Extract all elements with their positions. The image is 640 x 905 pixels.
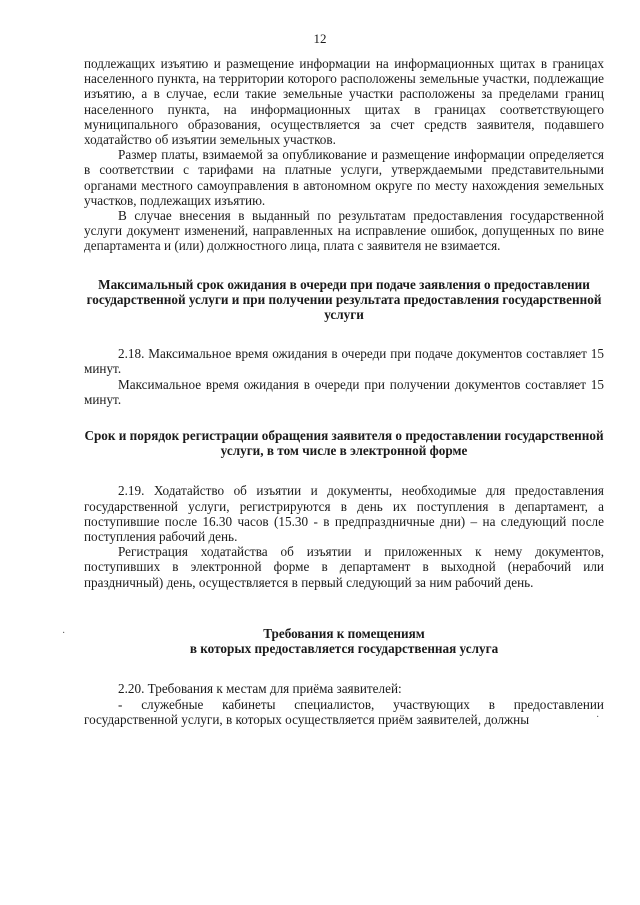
- page-content: [84, 56, 604, 727]
- paragraph-2-19-electronic: Регистрация ходатайства об изъятии и приложенных к нему документов, поступивших в электронной форме в департамент в выходной (нерабочий или праздничный) день, осуществляется в первый следующий за ним рабочий день.: [84, 544, 604, 590]
- paragraph-corrections: В случае внесения в выданный по результатам предоставления государственной услуги документ изменений, направленных на исправление ошибок, допущенных по вине департамента и (или) должностного лица, плата с заявителя не взимается.: [84, 208, 604, 254]
- paragraph-2-19: 2.19. Ходатайство об изъятии и документы, необходимые для предоставления государственной услуги, регистрируются в день их поступления в департамент, а поступившие после 16.30 часов (15.30 - в предпраздничные дни) – на следующий после поступления рабочий день.: [84, 483, 604, 545]
- scan-speck: ·: [596, 712, 600, 723]
- paragraph-2-18-receipt: Максимальное время ожидания в очереди при получении документов составляет 15 минут.: [84, 376, 604, 407]
- scan-speck: ·: [62, 628, 66, 639]
- paragraph-2-18: 2.18. Максимальное время ожидания в очереди при подаче документов составляет 15 минут.: [84, 346, 604, 377]
- page-number: 12: [313, 31, 327, 46]
- paragraph-2-20: 2.20. Требования к местам для приёма заявителей:: [118, 681, 402, 697]
- heading-premises-line-2: в которых предоставляется государственная услуга: [189, 641, 499, 657]
- section-heading-waiting-time: Максимальный срок ожидания в очереди при подаче заявления о предоставлении государственной услуги и при получении результата предоставления государственной услуги: [86, 276, 602, 323]
- paragraph-continuation: подлежащих изъятию и размещение информации на информационных щитах в границах населенного пункта, на территории которого расположены земельные участки, подлежащие изъятию, а в случае, если такие земельные участки расположены за пределами границ населенного пункта, на информационных щитах в границах соответствующего муниципального образования, осуществляется за счет средств заявителя, подавшего ходатайство об изъятии земельных участков.: [84, 56, 604, 148]
- section-heading-premises: [84, 626, 604, 656]
- section-heading-registration: Срок и порядок регистрации обращения заявителя о предоставлении государственной услуги, в том числе в электронной форме: [84, 428, 604, 459]
- heading-premises-line-1: Требования к помещениям: [263, 625, 425, 641]
- paragraph-fee-size: Размер платы, взимаемой за опубликование и размещение информации определяется в соответствии с тарифами на платные услуги, утверждаемыми представительными органами местного самоуправления в автономном округе по месту нахождения земельных участков, подлежащих изъятию.: [84, 147, 604, 208]
- paragraph-2-20-offices: - служебные кабинеты специалистов, участвующих в предоставлении государственной услуги, в которых осуществляется приём заявителей, должны: [84, 696, 604, 727]
